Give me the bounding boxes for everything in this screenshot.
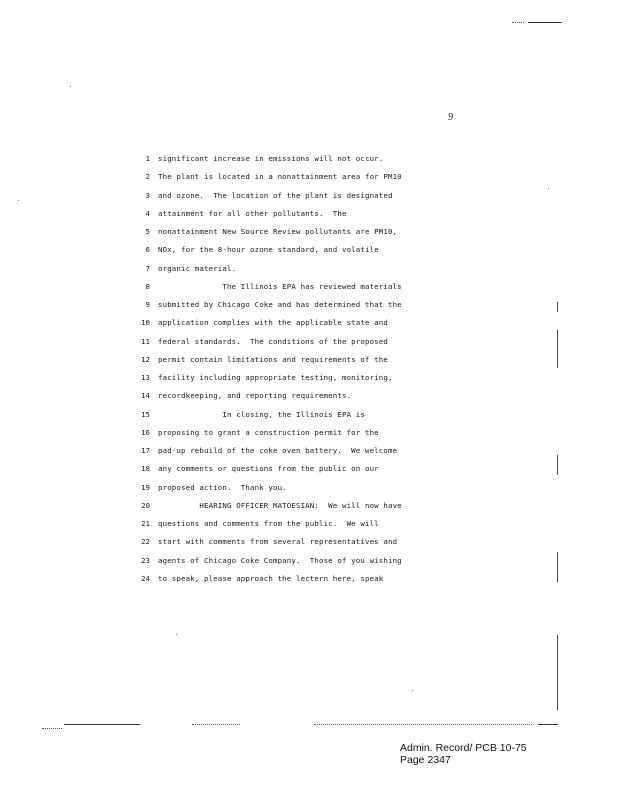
line-text: significant increase in emissions will not occur. bbox=[158, 154, 384, 163]
bates-stamp bbox=[400, 742, 527, 766]
transcript-line bbox=[132, 333, 432, 351]
transcript-line bbox=[132, 168, 432, 186]
line-text: federal standards. The conditions of the proposed bbox=[158, 336, 388, 346]
line-text: The Illinois EPA has reviewed materials bbox=[158, 281, 402, 291]
transcript-line bbox=[132, 479, 432, 497]
transcript-line bbox=[132, 406, 432, 424]
speck bbox=[412, 690, 413, 691]
speck bbox=[176, 634, 177, 635]
scan-mark-top-right bbox=[528, 22, 562, 23]
line-number: 4 bbox=[145, 208, 150, 218]
transcript-line bbox=[132, 442, 432, 460]
speck bbox=[18, 200, 19, 201]
transcript-line bbox=[132, 260, 432, 278]
line-text: HEARING OFFICER MATOESIAN: We will now have bbox=[158, 500, 402, 510]
scan-line-bottom-c bbox=[314, 724, 532, 725]
line-text: organic material. bbox=[158, 263, 237, 273]
transcript-line bbox=[132, 552, 432, 570]
line-number: 13 bbox=[141, 373, 150, 382]
scan-line-bottom-a bbox=[64, 724, 140, 725]
line-text: attainment for all other pollutants. The bbox=[158, 208, 347, 218]
transcript-line bbox=[132, 150, 432, 168]
transcript-line bbox=[132, 424, 432, 442]
line-number: 5 bbox=[145, 227, 150, 236]
line-number: 9 bbox=[145, 300, 150, 309]
line-text: to speak, please approach the lectern here, speak bbox=[158, 573, 384, 583]
line-number: 8 bbox=[145, 281, 150, 291]
line-number: 11 bbox=[141, 336, 150, 346]
scan-line-bottom-left bbox=[42, 728, 62, 729]
line-number: 15 bbox=[141, 409, 150, 419]
speck bbox=[548, 188, 549, 189]
transcript-line bbox=[132, 387, 432, 405]
scan-line-bottom-d bbox=[538, 724, 558, 725]
line-text: agents of Chicago Coke Company. Those of you wishing bbox=[158, 555, 402, 565]
line-text: start with comments from several representatives and bbox=[158, 537, 398, 547]
scan-edge-right-b bbox=[557, 330, 558, 368]
line-text: nonattainment New Source Review pollutants are PM10, bbox=[158, 227, 398, 236]
line-number: 12 bbox=[141, 354, 150, 364]
transcript-line bbox=[132, 187, 432, 205]
line-number: 16 bbox=[141, 427, 150, 437]
line-text: questions and comments from the public. We will bbox=[158, 519, 379, 528]
line-number: 14 bbox=[141, 391, 150, 401]
transcript-line bbox=[132, 205, 432, 223]
line-text: recordkeeping, and reporting requirements. bbox=[158, 391, 352, 401]
line-number: 20 bbox=[141, 500, 150, 510]
line-number: 22 bbox=[141, 537, 150, 547]
transcript-line bbox=[132, 241, 432, 259]
transcript-line bbox=[132, 369, 432, 387]
line-number: 18 bbox=[141, 464, 150, 474]
line-number: 10 bbox=[141, 318, 150, 328]
line-number: 21 bbox=[141, 519, 150, 528]
transcript-line bbox=[132, 223, 432, 241]
scan-edge-right-c bbox=[557, 455, 558, 475]
transcript-lines bbox=[132, 150, 432, 588]
line-number: 3 bbox=[145, 190, 150, 200]
scan-edge-right-d bbox=[557, 552, 558, 582]
line-text: facility including appropriate testing, monitoring, bbox=[158, 373, 393, 382]
page-number: 9 bbox=[448, 112, 453, 123]
scan-edge-right-a bbox=[557, 302, 558, 312]
line-text: pad-up rebuild of the coke oven battery. We welcome bbox=[158, 446, 398, 455]
line-number: 24 bbox=[141, 573, 150, 583]
speck bbox=[70, 86, 71, 87]
line-number: 23 bbox=[141, 555, 150, 565]
transcript-line bbox=[132, 351, 432, 369]
line-text: and ozone. The location of the plant is designated bbox=[158, 190, 393, 200]
transcript-line bbox=[132, 533, 432, 551]
scan-line-bottom-b bbox=[192, 724, 240, 725]
bates-record-label: Admin. Record/ PCB 10-75 bbox=[400, 742, 527, 754]
line-text: proposed action. Thank you. bbox=[158, 482, 287, 492]
scan-edge-right-e bbox=[557, 635, 558, 710]
transcript-line bbox=[132, 497, 432, 515]
line-number: 17 bbox=[141, 446, 150, 455]
line-text: proposing to grant a construction permit for the bbox=[158, 427, 379, 437]
scan-mark-top-right-dots bbox=[512, 22, 524, 23]
line-number: 6 bbox=[145, 245, 150, 255]
transcript-line bbox=[132, 460, 432, 478]
line-text: In closing, the Illinois EPA is bbox=[158, 409, 365, 419]
transcript-line bbox=[132, 515, 432, 533]
bates-page-label: Page 2347 bbox=[400, 754, 451, 766]
line-number: 7 bbox=[145, 263, 150, 273]
line-text: any comments or questions from the public on our bbox=[158, 464, 379, 474]
line-text: application complies with the applicable state and bbox=[158, 318, 388, 328]
line-text: NOx, for the 8-hour ozone standard, and volatile bbox=[158, 245, 379, 255]
transcript-line bbox=[132, 278, 432, 296]
line-text: permit contain limitations and requirements of the bbox=[158, 354, 388, 364]
transcript-line bbox=[132, 570, 432, 588]
line-number: 1 bbox=[145, 154, 150, 163]
line-number: 2 bbox=[145, 172, 150, 182]
transcript-line bbox=[132, 296, 432, 314]
line-text: submitted by Chicago Coke and has determined that the bbox=[158, 300, 402, 309]
transcript-line bbox=[132, 314, 432, 332]
line-text: The plant is located in a nonattainment area for PM10 bbox=[158, 172, 402, 182]
line-number: 19 bbox=[141, 482, 150, 492]
